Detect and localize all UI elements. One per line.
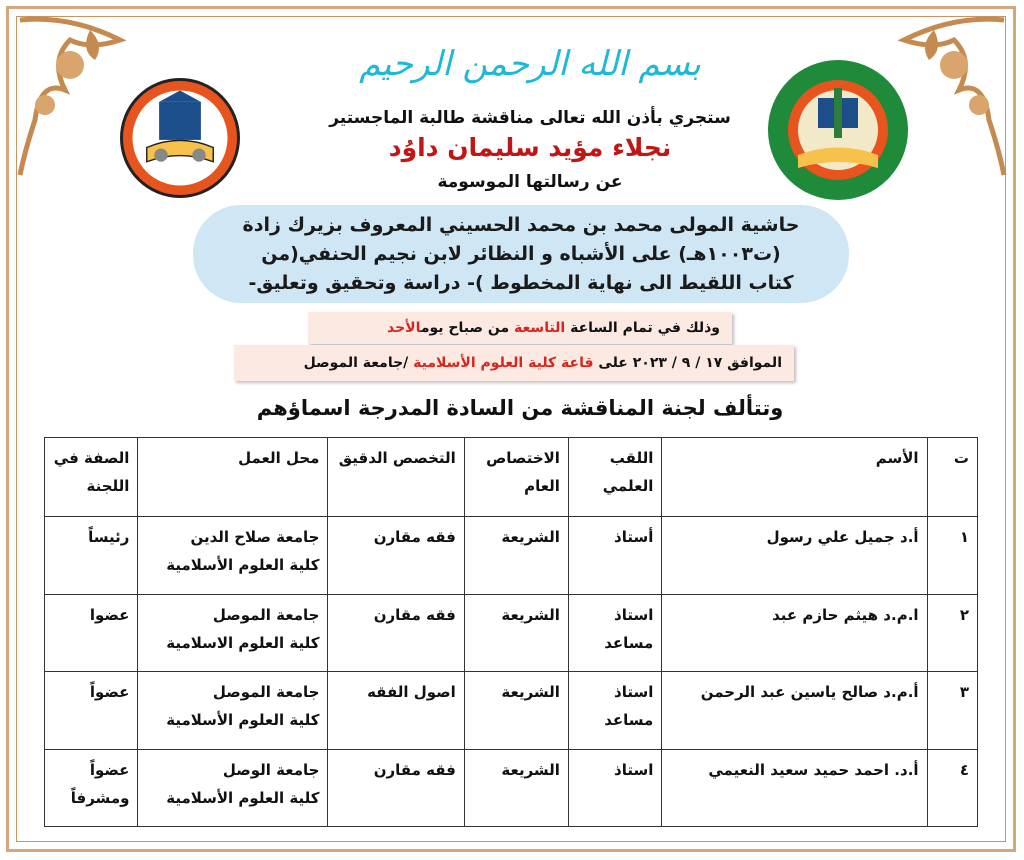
cell-role: عضوا [45, 594, 138, 672]
header-general: الاختصاص العام [464, 438, 568, 517]
cell-role: عضواً [45, 672, 138, 750]
header-num: ت [927, 438, 977, 517]
floral-corner-left-ornament [10, 10, 140, 180]
thesis-title-line-3: كتاب اللقيط الى نهاية المخطوط )- دراسة وتحقيق وتعليق- [248, 272, 794, 294]
table-row [45, 594, 978, 672]
student-name: نجلاء مؤيد سليمان داوُد [388, 133, 672, 162]
cell-role: رئيساً [45, 517, 138, 595]
basmala-heading: بسم الله الرحمن الرحيم [359, 44, 701, 84]
cell-general: الشريعة [464, 749, 568, 827]
header-workplace: محل العمل [138, 438, 328, 517]
cell-name: أ.د جميل علي رسول [662, 517, 927, 595]
schedule-time-box [308, 312, 732, 344]
announcement-line: ستجري بأذن الله تعالى مناقشة طالبة الماجستير [329, 108, 731, 128]
workplace-university: جامعة الموصل [212, 683, 320, 701]
committee-table [44, 437, 978, 827]
workplace-college: كلية العلوم الأسلامية [166, 556, 320, 574]
cell-general: الشريعة [464, 517, 568, 595]
thesis-title-line-2: (ت١٠٠٣هـ) على الأشباه و النظائر لابن نجيم الحنفي(من [261, 243, 781, 265]
cell-workplace [138, 749, 328, 827]
cell-specific: اصول الفقه [328, 672, 464, 750]
college-of-islamic-sciences-logo [768, 60, 908, 200]
workplace-college: كلية العلوم الأسلامية [166, 711, 320, 729]
cell-num: ٣ [927, 672, 977, 750]
cell-title: أستاذ [568, 517, 661, 595]
cell-workplace [138, 672, 328, 750]
time-day: الأحد [386, 320, 421, 336]
cell-specific: فقه مقارن [328, 749, 464, 827]
cell-workplace [138, 594, 328, 672]
cell-role: عضواً ومشرفاً [45, 749, 138, 827]
committee-heading: وتتألف لجنة المناقشة من السادة المدرجة اسماؤهم [256, 396, 784, 420]
date-hall: قاعة كلية العلوم الأسلامية [413, 355, 594, 371]
table-header-row [45, 438, 978, 517]
cell-general: الشريعة [464, 594, 568, 672]
cell-specific: فقه مقارن [328, 517, 464, 595]
cell-workplace [138, 517, 328, 595]
thesis-title-box [193, 205, 849, 303]
thesis-title-line-1: حاشية المولى محمد بن محمد الحسيني المعروف بزيرك زادة [242, 214, 800, 236]
header-role: الصفة في اللجنة [45, 438, 138, 517]
cell-name: أ.د. احمد حميد سعيد النعيمي [662, 749, 927, 827]
cell-num: ٢ [927, 594, 977, 672]
table-row [45, 517, 978, 595]
cell-specific: فقه مقارن [328, 594, 464, 672]
table-row [45, 749, 978, 827]
thesis-intro-line: عن رسالتها الموسومة [437, 172, 623, 192]
schedule-date-box [234, 345, 794, 381]
cell-num: ٤ [927, 749, 977, 827]
university-of-mosul-logo [120, 78, 240, 198]
workplace-university: جامعة الوصل [222, 760, 320, 779]
header-specific: التخصص الدقيق [328, 438, 464, 517]
cell-title: استاذ [568, 749, 661, 827]
cell-name: ا.م.د هيثم حازم عبد [662, 594, 927, 672]
cell-num: ١ [927, 517, 977, 595]
workplace-university: جامعة الموصل [212, 605, 320, 624]
date-prefix: الموافق ١٧ / ٩ / ٢٠٢٣ على [598, 355, 782, 371]
workplace-college: كلية العلوم الأسلامية [166, 788, 320, 807]
header-name: الأسم [662, 438, 927, 517]
date-suffix: /جامعة الموصل [303, 355, 409, 371]
workplace-university: جامعة صلاح الدين [190, 528, 320, 546]
time-mid: من صباح يوم [420, 320, 510, 336]
time-hour: التاسعة [514, 320, 566, 336]
time-prefix: وذلك في تمام الساعة [570, 320, 720, 336]
cell-name: أ.م.د صالح ياسين عبد الرحمن [662, 672, 927, 750]
table-row [45, 672, 978, 750]
cell-general: الشريعة [464, 672, 568, 750]
cell-title: استاذ مساعد [568, 672, 661, 750]
header-title: اللقب العلمي [568, 438, 661, 517]
cell-title: استاذ مساعد [568, 594, 661, 672]
workplace-college: كلية العلوم الاسلامية [166, 633, 320, 652]
